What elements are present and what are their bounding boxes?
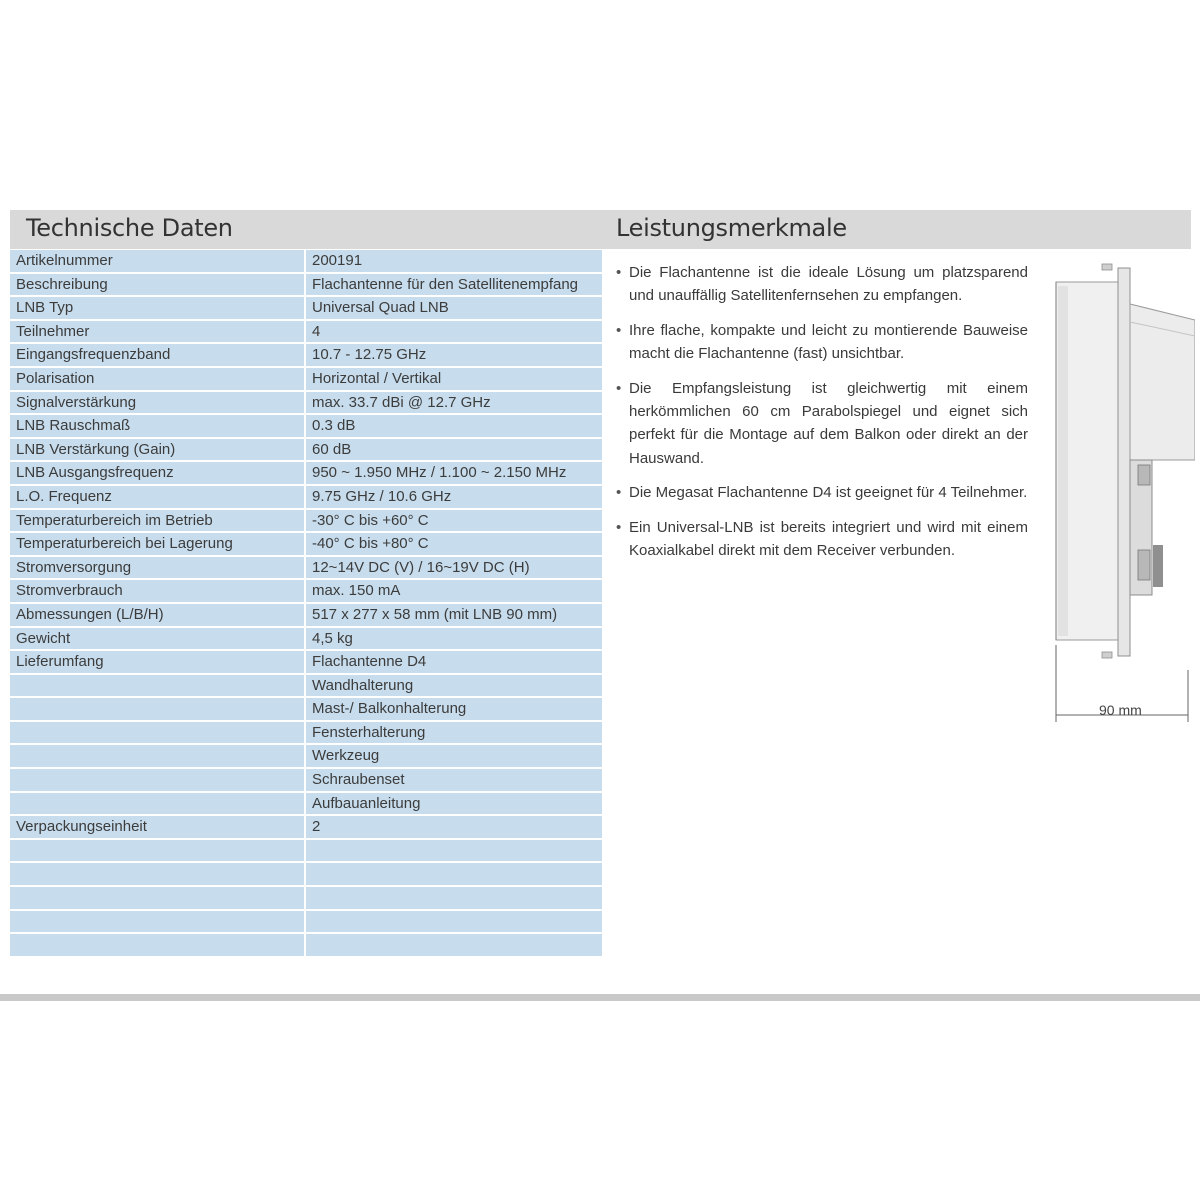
spec-value [306,934,602,956]
spec-value: -40° C bis +80° C [306,533,602,555]
table-row [10,392,602,414]
spec-label: LNB Typ [10,297,304,319]
table-row [10,462,602,484]
spec-value: -30° C bis +60° C [306,510,602,532]
feature-item [616,261,1028,308]
spec-label [10,793,304,815]
spec-label: L.O. Frequenz [10,486,304,508]
spec-value: 2 [306,816,602,838]
spec-value [306,840,602,862]
table-row [10,321,602,343]
spec-label [10,863,304,885]
spec-label [10,887,304,909]
spec-value [306,863,602,885]
spec-value: 950 ~ 1.950 MHz / 1.100 ~ 2.150 MHz [306,462,602,484]
table-row [10,250,602,272]
table-row [10,368,602,390]
spec-value: 9.75 GHz / 10.6 GHz [306,486,602,508]
spec-label [10,722,304,744]
spec-label [10,840,304,862]
spec-label: Teilnehmer [10,321,304,343]
spec-value: Flachantenne D4 [306,651,602,673]
spec-value: 60 dB [306,439,602,461]
spec-value: 12~14V DC (V) / 16~19V DC (H) [306,557,602,579]
spec-table [10,250,602,958]
feature-item [616,516,1028,563]
feature-item [616,319,1028,366]
table-row [10,675,602,697]
table-row [10,934,602,956]
table-row [10,415,602,437]
spec-label: Eingangsfrequenzband [10,344,304,366]
table-row [10,793,602,815]
table-row [10,911,602,933]
spec-label: LNB Verstärkung (Gain) [10,439,304,461]
spec-label: Abmessungen (L/B/H) [10,604,304,626]
table-row [10,580,602,602]
table-row [10,769,602,791]
table-row [10,274,602,296]
spec-value [306,911,602,933]
spec-label: Lieferumfang [10,651,304,673]
table-row [10,557,602,579]
spec-value: 0.3 dB [306,415,602,437]
spec-label: Artikelnummer [10,250,304,272]
table-row [10,887,602,909]
spec-value: 4,5 kg [306,628,602,650]
spec-label: Polarisation [10,368,304,390]
feature-text: Die Empfangsleistung ist gleichwertig mit einem herkömmlichen 60 cm Parabolspiegel und eignet sich perfekt für die Montage auf dem Balkon oder direkt an der Hauswand. [629,379,1028,467]
feature-text: Die Flachantenne ist die ideale Lösung um platzsparend und unauffällig Satellitenfernsehen zu empfangen. [629,264,1028,305]
spec-label: Stromverbrauch [10,580,304,602]
spec-label [10,745,304,767]
table-row [10,533,602,555]
spec-value: 200191 [306,250,602,272]
spec-value [306,887,602,909]
spec-value: max. 33.7 dBi @ 12.7 GHz [306,392,602,414]
spec-label [10,934,304,956]
bullet-icon: • [616,484,622,502]
table-row [10,628,602,650]
table-row [10,604,602,626]
spec-label: Signalverstärkung [10,392,304,414]
spec-label: Gewicht [10,628,304,650]
technical-data-heading: Technische Daten [26,214,233,242]
feature-text: Die Megasat Flachantenne D4 ist geeignet für 4 Teilnehmer. [629,484,1028,502]
spec-value: 517 x 277 x 58 mm (mit LNB 90 mm) [306,604,602,626]
dimension-label: 90 mm [1099,702,1142,718]
spec-value: Universal Quad LNB [306,297,602,319]
table-row [10,344,602,366]
spec-value: Flachantenne für den Satellitenempfang [306,274,602,296]
spec-label [10,769,304,791]
table-row [10,439,602,461]
spec-value: Fensterhalterung [306,722,602,744]
spec-value: Schraubenset [306,769,602,791]
spec-value: 4 [306,321,602,343]
antenna-side-view-image [1045,260,1195,730]
features-heading: Leistungsmerkmale [616,214,847,242]
spec-value: Horizontal / Vertikal [306,368,602,390]
bottom-divider [0,994,1200,1001]
spec-value: Aufbauanleitung [306,793,602,815]
table-row [10,698,602,720]
spec-label: Verpackungseinheit [10,816,304,838]
bullet-icon: • [616,264,622,281]
spec-label: Beschreibung [10,274,304,296]
feature-list [616,261,1028,573]
spec-label: LNB Ausgangsfrequenz [10,462,304,484]
feature-text: Ihre flache, kompakte und leicht zu montierende Bauweise macht die Flachantenne (fast) unsichtbar. [629,321,1028,363]
bullet-icon: • [616,518,622,536]
table-row [10,745,602,767]
spec-label: LNB Rauschmaß [10,415,304,437]
spec-value: Mast-/ Balkonhalterung [306,698,602,720]
table-row [10,297,602,319]
spec-label [10,698,304,720]
spec-label: Stromversorgung [10,557,304,579]
table-row [10,722,602,744]
table-row [10,840,602,862]
table-row [10,863,602,885]
feature-text: Ein Universal-LNB ist bereits integriert und wird mit einem Koaxialkabel direkt mit dem Receiver verbunden. [629,518,1028,560]
feature-item [616,481,1028,504]
spec-label: Temperaturbereich im Betrieb [10,510,304,532]
feature-item [616,377,1028,471]
spec-value: Wandhalterung [306,675,602,697]
spec-value: max. 150 mA [306,580,602,602]
table-row [10,651,602,673]
table-row [10,816,602,838]
spec-label [10,675,304,697]
spec-value: 10.7 - 12.75 GHz [306,344,602,366]
table-row [10,510,602,532]
bullet-icon: • [616,379,622,397]
spec-label: Temperaturbereich bei Lagerung [10,533,304,555]
table-row [10,486,602,508]
spec-label [10,911,304,933]
spec-value: Werkzeug [306,745,602,767]
bullet-icon: • [616,321,622,339]
